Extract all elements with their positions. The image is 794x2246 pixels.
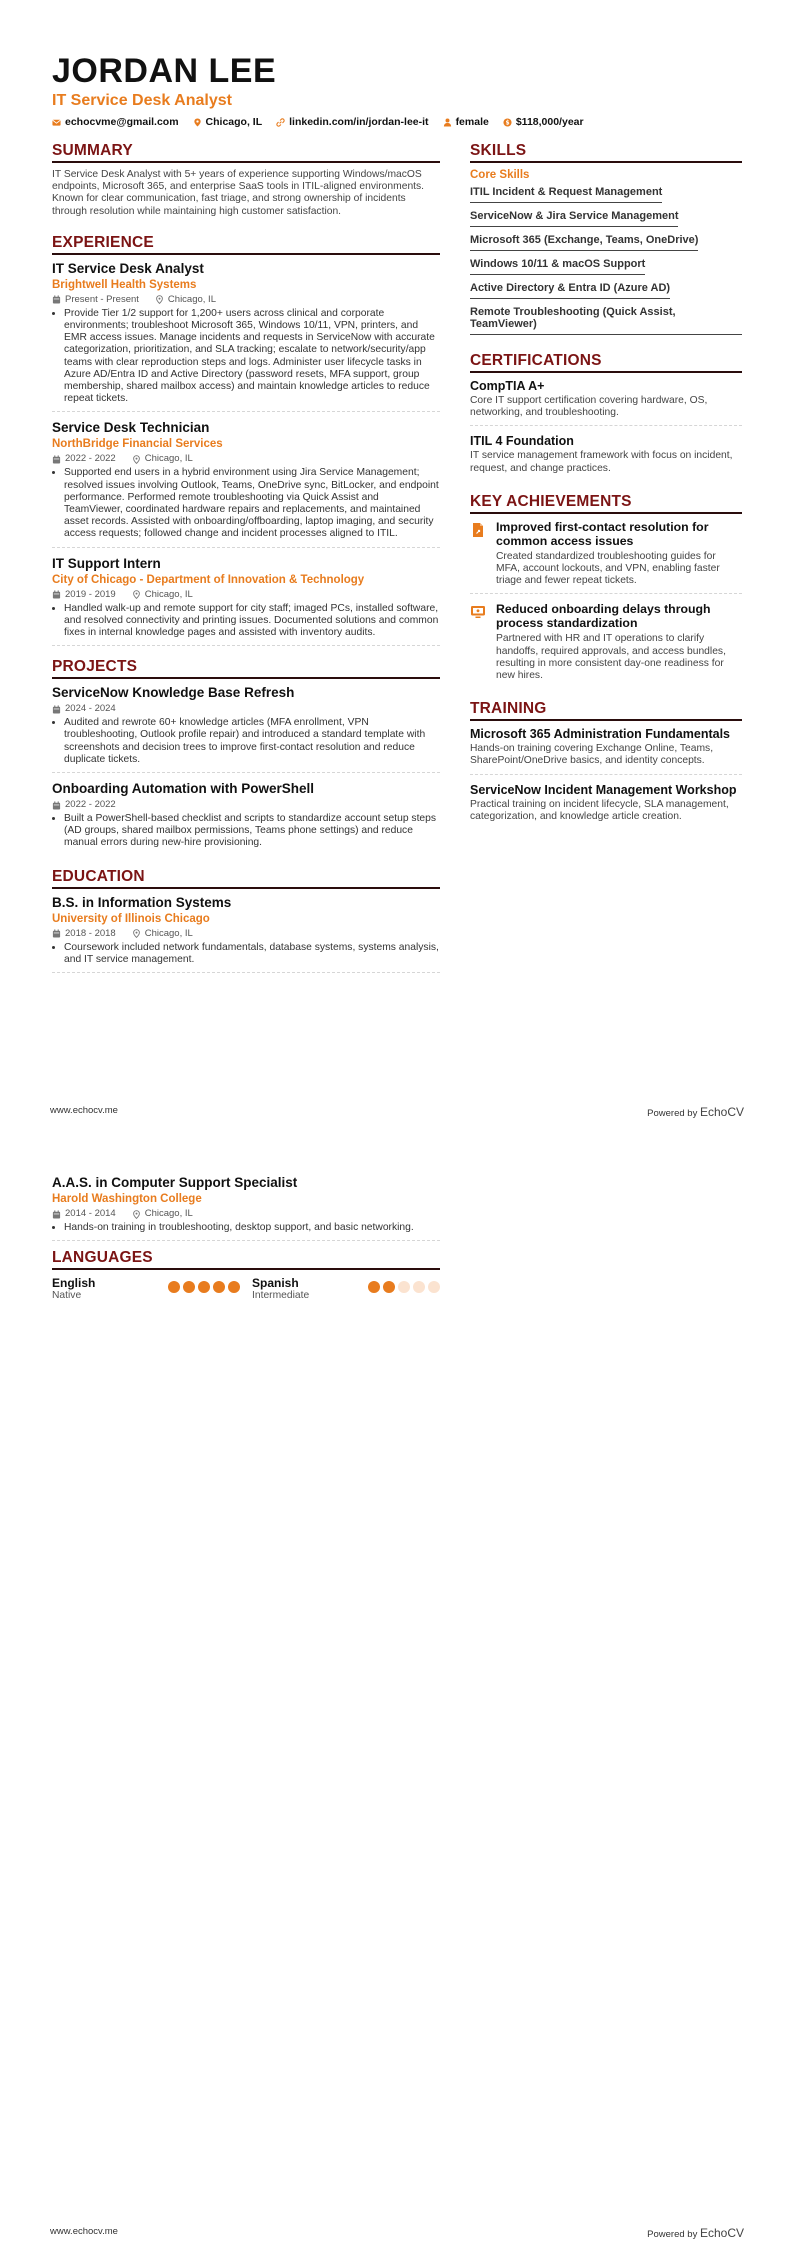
contact-location xyxy=(193,116,263,128)
achievement-desc: Partnered with HR and IT operations to clarify handoffs, required approvals, and access bundles, resulting in more consistent day-one readiness for new hires. xyxy=(496,633,726,682)
skill-item: ITIL Incident & Request Management xyxy=(470,184,662,203)
education-degree: B.S. in Information Systems xyxy=(52,894,232,910)
certification-entry xyxy=(470,434,742,480)
project-name: Onboarding Automation with PowerShell xyxy=(52,781,314,797)
achievement-title: Improved first-contact resolution for common access issues xyxy=(496,519,709,548)
certification-entry xyxy=(470,379,742,426)
experience-role: IT Service Desk Analyst xyxy=(52,260,204,276)
monitor-icon xyxy=(470,604,486,620)
calendar-icon xyxy=(52,801,61,810)
candidate-name: JORDAN LEE xyxy=(52,52,277,90)
footer-url[interactable]: www.echocv.me xyxy=(50,2226,118,2237)
training-name: Microsoft 365 Administration Fundamentals xyxy=(470,727,730,742)
rating-dot-filled xyxy=(213,1281,225,1293)
location-icon xyxy=(132,1210,141,1219)
training-entry xyxy=(470,727,742,774)
project-meta xyxy=(52,799,440,811)
training-desc: Practical training on incident lifecycle, SLA management, categorization, and knowledge article creation. xyxy=(470,798,729,822)
left-column xyxy=(52,142,440,985)
rating-dot-filled xyxy=(383,1281,395,1293)
experience-meta xyxy=(52,453,440,465)
languages-rule xyxy=(52,1268,440,1270)
location-icon xyxy=(132,929,141,938)
experience-entry xyxy=(52,420,440,547)
experience-bullet: • Provide Tier 1/2 support for 1,200+ users across clinical and corporate environments; troubleshoot Microsoft 365, Windows 10/11, VPN, printers, and EMR access issues. Manage incidents and requests in ServiceNow with accurate categorization, prioritization, and SLA tracking; escalate to network/security/app teams with clear reproduction steps and logs. Administer user lifecycle tasks in Azure AD/Entra ID and Active Directory (password resets, MFA support, group membership, shared mailbox access) and maintain knowledge articles to reduce repeat tickets. xyxy=(64,308,440,406)
education-heading: EDUCATION xyxy=(52,868,440,889)
experience-meta xyxy=(52,294,440,306)
location-icon xyxy=(132,590,141,599)
contact-salary-text: $118,000/year xyxy=(515,116,584,128)
location-icon xyxy=(193,118,202,127)
experience-dates: 2019 - 2019 xyxy=(65,588,116,600)
contact-email-text: echocvme@gmail.com xyxy=(65,116,179,128)
rating-dot-filled xyxy=(183,1281,195,1293)
calendar-icon xyxy=(52,705,61,714)
footer-powered xyxy=(647,1105,744,1119)
projects-section xyxy=(52,685,440,855)
training-heading: TRAINING xyxy=(470,700,742,721)
calendar-icon xyxy=(52,455,61,464)
achievements-section xyxy=(470,520,742,688)
link-icon xyxy=(276,118,285,127)
experience-bullet: • Handled walk-up and remote support for city staff; imaged PCs, installed software, and resolved connectivity and printing issues. Documented solutions and common fixes in internal knowledge pages and assisted with inventory audits. xyxy=(64,603,440,640)
experience-dates: 2022 - 2022 xyxy=(65,453,116,465)
language-level: Intermediate xyxy=(252,1290,310,1302)
contact-linkedin[interactable] xyxy=(276,116,428,128)
certifications-section xyxy=(470,379,742,481)
training-desc: Hands-on training covering Exchange Online, Teams, SharePoint/OneDrive basics, and identity concepts. xyxy=(470,743,714,767)
education-school: University of Illinois Chicago xyxy=(52,912,210,925)
experience-role: IT Support Intern xyxy=(52,555,161,571)
location-icon xyxy=(155,295,164,304)
education-entry xyxy=(52,1175,440,1241)
rating-dot-filled xyxy=(198,1281,210,1293)
skill-item: Active Directory & Entra ID (Azure AD) xyxy=(470,280,670,299)
project-meta xyxy=(52,703,440,715)
experience-meta xyxy=(52,589,440,601)
education-meta xyxy=(52,928,440,940)
experience-bullet: • Supported end users in a hybrid environment using Jira Service Management; resolved issues involving Outlook, Teams, OneDrive sync, BitLocker, and endpoint performance. Performed remote troubleshooting via Quick Assist and TeamViewer, coordinated hardware repairs and replacements, and maintained asset records. Assisted with onboarding/offboarding, laptop imaging, and security access requests; followed change and incident processes aligned to ITIL. xyxy=(64,467,440,540)
language-entry xyxy=(52,1276,240,1302)
contact-email[interactable] xyxy=(52,116,179,128)
skill-list xyxy=(470,184,742,340)
rating-dot-filled xyxy=(368,1281,380,1293)
languages-list xyxy=(52,1276,440,1302)
rating-dot-filled xyxy=(228,1281,240,1293)
footer-brand[interactable]: EchoCV xyxy=(699,1105,744,1119)
experience-entry xyxy=(52,556,440,647)
footer-powered-text: Powered by xyxy=(647,1108,698,1119)
right-column xyxy=(470,142,742,985)
project-dates: 2024 - 2024 xyxy=(65,703,116,715)
person-icon xyxy=(443,118,452,127)
certifications-heading: CERTIFICATIONS xyxy=(470,352,742,373)
skill-item: Windows 10/11 & macOS Support xyxy=(470,256,645,275)
achievement-desc: Created standardized troubleshooting guides for MFA, account lockouts, and VPN, enabling faster triage and fewer repeat tickets. xyxy=(496,550,720,587)
document-icon xyxy=(470,522,486,538)
skills-section xyxy=(470,169,742,340)
education-location: Chicago, IL xyxy=(144,1208,193,1219)
page-footer xyxy=(50,1105,744,1119)
skills-subheading: Core Skills xyxy=(470,169,530,181)
summary-heading: SUMMARY xyxy=(52,142,440,163)
calendar-icon xyxy=(52,1210,61,1219)
achievement-entry xyxy=(470,520,742,595)
training-entry xyxy=(470,783,742,829)
footer-brand[interactable]: EchoCV xyxy=(699,2226,744,2240)
contact-location-text: Chicago, IL xyxy=(205,116,263,128)
svg-text:$: $ xyxy=(505,120,510,127)
rating-dot-filled xyxy=(168,1281,180,1293)
footer-powered-text: Powered by xyxy=(647,2229,698,2240)
skill-item: ServiceNow & Jira Service Management xyxy=(470,208,678,227)
resume-sheet-continued xyxy=(52,1175,440,1302)
experience-company: NorthBridge Financial Services xyxy=(52,438,223,451)
rating-dot-empty xyxy=(428,1281,440,1293)
experience-dates: Present - Present xyxy=(65,293,139,305)
page-footer xyxy=(50,2226,744,2240)
contact-salary xyxy=(503,116,584,128)
language-rating xyxy=(168,1281,240,1293)
language-rating xyxy=(368,1281,440,1293)
education-entry xyxy=(52,895,440,973)
project-dates: 2022 - 2022 xyxy=(65,799,116,811)
experience-location: Chicago, IL xyxy=(167,293,216,305)
education-dates: 2018 - 2018 xyxy=(65,927,116,939)
contact-linkedin-text: linkedin.com/in/jordan-lee-it xyxy=(289,116,429,128)
location-icon xyxy=(132,455,141,464)
project-entry xyxy=(52,685,440,773)
rating-dot-empty xyxy=(398,1281,410,1293)
skill-item: Microsoft 365 (Exchange, Teams, OneDrive) xyxy=(470,232,698,251)
summary-text: IT Service Desk Analyst with 5+ years of experience supporting Windows/macOS endpoints, Microsoft 365, and enterprise SaaS tools in ITIL-aligned environments. Known for clear communication, fast triage, and strong ownership of incidents through resolution while maintaining high customer satisfaction. xyxy=(52,169,425,217)
calendar-icon xyxy=(52,590,61,599)
projects-heading: PROJECTS xyxy=(52,658,440,679)
education-dates: 2014 - 2014 xyxy=(65,1208,116,1219)
certification-desc: Core IT support certification covering hardware, OS, networking, and troubleshooting. xyxy=(470,395,708,419)
footer-powered xyxy=(647,2226,744,2240)
achievement-entry xyxy=(470,602,742,688)
project-bullet: • Audited and rewrote 60+ knowledge articles (MFA enrollment, VPN troubleshooting, Outlook profile repair) and introduced a standard template with screenshots and decision trees to improve first-contact resolution and reduce duplicate tickets. xyxy=(64,717,440,766)
calendar-icon xyxy=(52,929,61,938)
resume-sheet xyxy=(52,52,742,985)
experience-section xyxy=(52,261,440,646)
language-entry xyxy=(252,1276,440,1302)
experience-location: Chicago, IL xyxy=(144,453,193,465)
language-name: Spanish xyxy=(252,1276,299,1291)
training-name: ServiceNow Incident Management Workshop xyxy=(470,782,737,797)
languages-heading: LANGUAGES xyxy=(52,1249,153,1267)
experience-company: Brightwell Health Systems xyxy=(52,278,197,291)
certification-name: CompTIA A+ xyxy=(470,379,545,393)
mail-icon xyxy=(52,118,61,127)
education-degree: A.A.S. in Computer Support Specialist xyxy=(52,1175,298,1190)
language-name: English xyxy=(52,1276,96,1291)
experience-location: Chicago, IL xyxy=(144,588,193,600)
achievement-body xyxy=(496,602,742,682)
project-entry xyxy=(52,781,440,856)
achievement-body xyxy=(496,520,742,588)
project-name: ServiceNow Knowledge Base Refresh xyxy=(52,685,295,701)
salary-icon xyxy=(503,118,512,127)
calendar-icon xyxy=(52,295,61,304)
contact-gender-text: female xyxy=(455,116,489,128)
education-school: Harold Washington College xyxy=(52,1193,202,1205)
education-section xyxy=(52,895,440,973)
education-meta xyxy=(52,1208,440,1220)
training-section xyxy=(470,727,742,829)
achievements-heading: KEY ACHIEVEMENTS xyxy=(470,493,742,514)
footer-url[interactable]: www.echocv.me xyxy=(50,1105,118,1116)
project-bullet: • Built a PowerShell-based checklist and scripts to standardize account setup steps (AD groups, shared mailbox permissions, Teams phone settings) and reduce manual errors during new-hire provisioning. xyxy=(64,813,440,850)
resume-columns xyxy=(52,142,742,985)
experience-company: City of Chicago - Department of Innovation & Technology xyxy=(52,573,365,586)
experience-role: Service Desk Technician xyxy=(52,420,210,436)
resume-page-2 xyxy=(0,1123,794,2246)
education-bullet: • Coursework included network fundamentals, database systems, systems analysis, and IT service management. xyxy=(64,942,440,966)
skills-heading: SKILLS xyxy=(470,142,742,163)
experience-entry xyxy=(52,261,440,413)
rating-dot-empty xyxy=(413,1281,425,1293)
achievement-title: Reduced onboarding delays through process standardization xyxy=(496,602,711,631)
language-level: Native xyxy=(52,1290,82,1302)
certification-desc: IT service management framework with focus on incident, request, and change practices. xyxy=(470,450,733,474)
candidate-title: IT Service Desk Analyst xyxy=(52,92,232,109)
skill-item: Remote Troubleshooting (Quick Assist, TeamViewer) xyxy=(470,304,742,335)
contact-gender xyxy=(443,116,489,128)
certification-name: ITIL 4 Foundation xyxy=(470,434,574,449)
experience-heading: EXPERIENCE xyxy=(52,234,440,255)
education-location: Chicago, IL xyxy=(144,927,193,939)
education-bullet: • Hands-on training in troubleshooting, desktop support, and basic networking. xyxy=(64,1222,440,1234)
contact-bar xyxy=(52,116,742,128)
